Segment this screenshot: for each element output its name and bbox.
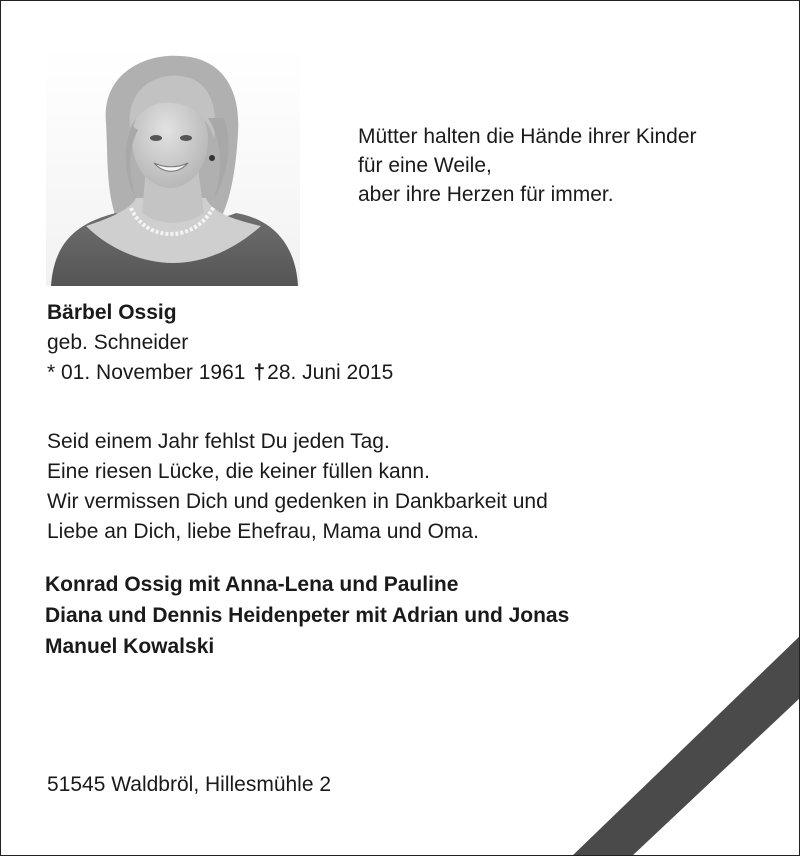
life-dates — [47, 359, 393, 387]
message-line: Wir vermissen Dich und gedenken in Dankbarkeit und — [47, 490, 548, 513]
address: 51545 Waldbröl, Hillesmühle 2 — [47, 773, 332, 796]
quote-line: Mütter halten die Hände ihrer Kinder — [358, 125, 697, 148]
mourner-line: Diana und Dennis Heidenpeter mit Adrian und Jonas — [45, 604, 570, 627]
message-line: Liebe an Dich, liebe Ehefrau, Mama und Oma. — [47, 520, 479, 543]
maiden-name: geb. Schneider — [47, 331, 189, 354]
message-line: Seid einem Jahr fehlst Du jeden Tag. — [47, 430, 390, 453]
mourners-list — [45, 569, 569, 662]
mourner-line: Konrad Ossig mit Anna-Lena und Pauline — [45, 573, 459, 596]
portrait-photo — [46, 48, 300, 286]
death-cross-icon: † — [253, 361, 266, 384]
message-line: Eine riesen Lücke, die keiner füllen kann. — [47, 460, 430, 483]
mourning-ribbon-icon — [571, 635, 800, 856]
memorial-message — [47, 427, 548, 547]
quote-line: für eine Weile, — [358, 154, 492, 177]
birth-date: * 01. November 1961 — [47, 361, 246, 384]
quote-line: aber ihre Herzen für immer. — [358, 183, 614, 206]
mourner-line: Manuel Kowalski — [45, 635, 215, 658]
memorial-quote — [358, 122, 697, 209]
death-date: 28. Juni 2015 — [267, 361, 394, 384]
deceased-name: Bärbel Ossig — [47, 301, 177, 324]
